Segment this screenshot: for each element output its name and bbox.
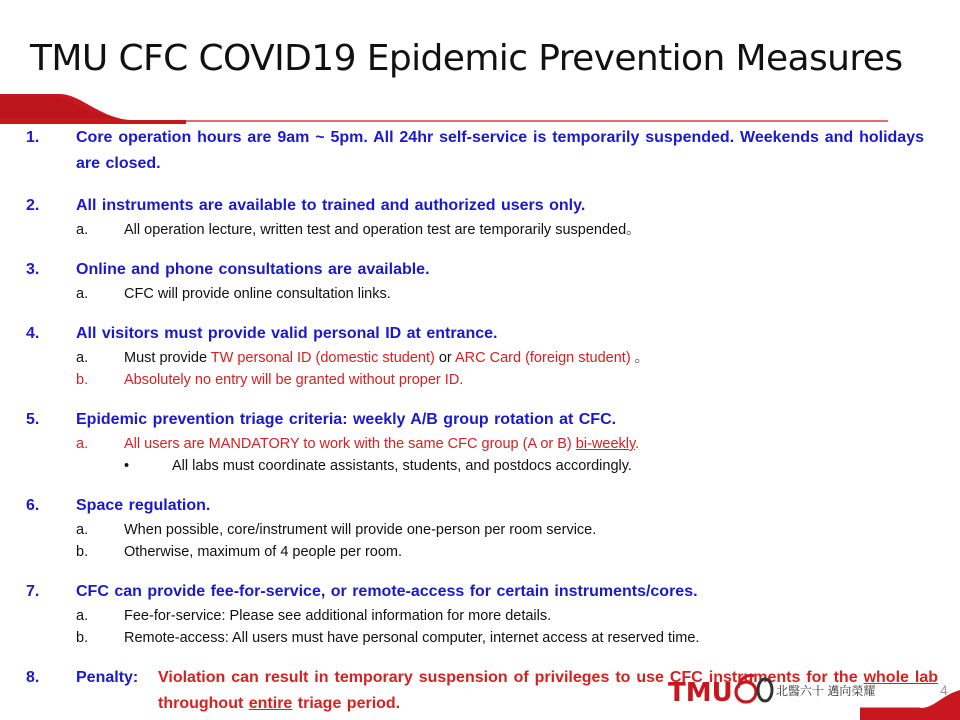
- arc-card-highlight: ARC Card (foreign student): [454, 350, 631, 366]
- sub-item: [0, 433, 960, 455]
- bullet-dot: •: [124, 458, 130, 474]
- list-item: [0, 257, 960, 305]
- item-text: All visitors must provide valid personal ID at entrance.: [76, 325, 498, 342]
- sub-item-letter: a.: [76, 436, 89, 452]
- penalty-label: Penalty:: [76, 669, 139, 686]
- list-item: [0, 321, 960, 391]
- sub-item: [0, 347, 960, 369]
- sub-item-text: [124, 433, 960, 455]
- list-item: [0, 125, 960, 177]
- item-text: Space regulation.: [76, 497, 211, 514]
- sub-item-letter: b.: [76, 630, 89, 646]
- tw-id-highlight: TW personal ID (domestic student): [210, 350, 435, 366]
- sub-item-letter: a.: [76, 350, 89, 366]
- sub-item: [0, 541, 960, 563]
- sub-item-text: [124, 347, 960, 369]
- whole-lab-underlined: whole lab: [863, 669, 938, 686]
- sub-item-text: Absolutely no entry will be granted without proper ID.: [124, 372, 464, 388]
- bullet-text: All labs must coordinate assistants, students, and postdocs accordingly.: [172, 458, 632, 474]
- sub-item: [0, 605, 960, 627]
- sub-item-text: When possible, core/instrument will provide one-person per room service.: [124, 522, 597, 538]
- sub-item-text: Remote-access: All users must have personal computer, internet access at reserved time.: [124, 630, 700, 646]
- penalty-text-plain: triage period.: [292, 695, 401, 712]
- penalty-text-plain: throughout: [158, 695, 249, 712]
- sub-item-text-plain: or: [434, 350, 455, 366]
- sub-item-text-plain: All users are MANDATORY to work with the same CFC group (A or B): [124, 436, 576, 452]
- list-item: [0, 407, 960, 477]
- item-number: 3.: [26, 261, 40, 278]
- item-text: Core operation hours are 9am ~ 5pm. All 24hr self-service is temporarily suspended. Weekends and holidays are closed.: [76, 129, 924, 172]
- sub-item-text: Otherwise, maximum of 4 people per room.: [124, 544, 403, 560]
- item-number: 7.: [26, 583, 40, 600]
- bullet-item: [0, 455, 960, 477]
- item-text: CFC can provide fee-for-service, or remote-access for certain instruments/cores.: [76, 583, 698, 600]
- sub-item-letter: b.: [76, 544, 89, 560]
- sub-item: [0, 369, 960, 391]
- item-text: Epidemic prevention triage criteria: weekly A/B group rotation at CFC.: [76, 411, 617, 428]
- page-number: 4: [940, 682, 948, 698]
- bi-weekly-underlined: bi-weekly: [575, 436, 636, 452]
- slide-title: TMU CFC COVID19 Epidemic Prevention Measures: [30, 38, 903, 79]
- logo-tmu-text: TMU: [668, 678, 733, 708]
- item-text: All instruments are available to trained and authorized users only.: [76, 197, 586, 214]
- sub-item-text: Fee-for-service: Please see additional information for more details.: [124, 608, 552, 624]
- sub-item-letter: b.: [76, 372, 89, 388]
- sub-item: [0, 283, 960, 305]
- tmu60-logo-mark: [668, 672, 778, 708]
- sub-item: [0, 519, 960, 541]
- item-number: 5.: [26, 411, 40, 428]
- item-number: 1.: [26, 129, 40, 146]
- sub-item-letter: a.: [76, 608, 89, 624]
- item-text: Online and phone consultations are available.: [76, 261, 430, 278]
- item-number: 6.: [26, 497, 40, 514]
- list-item: [0, 193, 960, 241]
- tmu60-logo: [668, 672, 898, 712]
- sub-item: [0, 627, 960, 649]
- sub-item-text: CFC will provide online consultation links.: [124, 286, 391, 302]
- item-number: 2.: [26, 197, 40, 214]
- sub-item: [0, 219, 960, 241]
- sub-item-text-plain: Must provide: [124, 350, 211, 366]
- sub-item-letter: a.: [76, 222, 89, 238]
- list-item: [0, 579, 960, 649]
- item-number: 8.: [26, 669, 40, 686]
- sub-item-letter: a.: [76, 522, 89, 538]
- item-number: 4.: [26, 325, 40, 342]
- sub-item-text: All operation lecture, written test and operation test are temporarily suspended。: [124, 222, 641, 238]
- sub-item-letter: a.: [76, 286, 89, 302]
- penalty-text-plain: Violation can result in temporary suspension of privileges to use CFC instruments for the: [158, 669, 864, 686]
- entire-underlined: entire: [248, 695, 293, 712]
- title-underline-band: [0, 94, 960, 124]
- list-item: [0, 493, 960, 563]
- sub-item-text-plain: 。: [630, 350, 650, 366]
- logo-chinese-tagline: 北醫六十 邁向榮耀: [776, 684, 876, 698]
- sub-item-text-plain: .: [635, 436, 640, 452]
- measures-list: [0, 125, 960, 720]
